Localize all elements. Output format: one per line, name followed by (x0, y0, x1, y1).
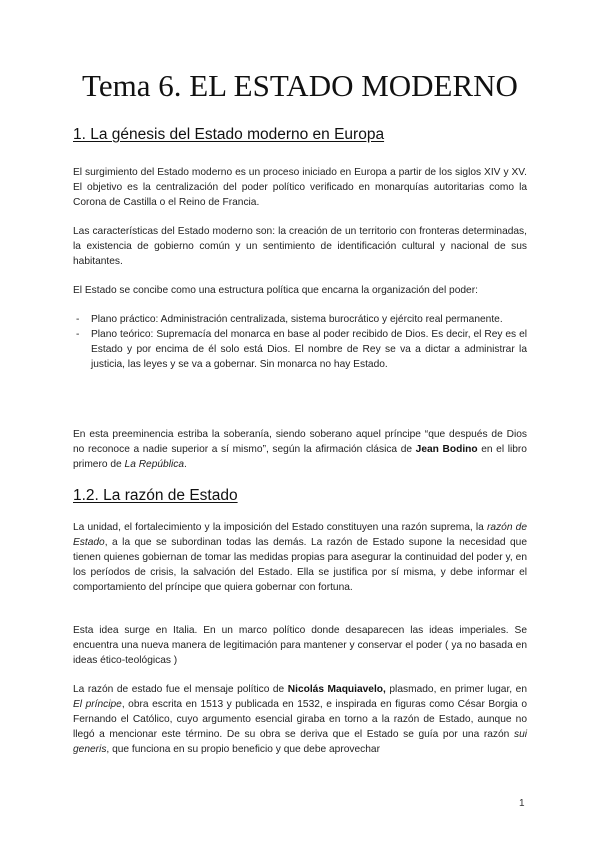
bullet-list-planos (73, 312, 527, 372)
author-name-bodino: Jean Bodino (415, 444, 478, 455)
paragraph-italia: Esta idea surge en Italia. En un marco político donde desaparecen las ideas imperiales. Se encuentra una nueva manera de legitimación para mantener y conservar el poder ( ya no basada en ideas ético-teológicas ) (73, 625, 527, 666)
bullet-text: Plano práctico: Administración centralizada, sistema burocrático y ejército real permanente. (91, 314, 503, 325)
text-run: En esta preeminencia estriba la soberanía, siendo soberano aquel príncipe “que después de Dios no reconoce a nadie superior a sí mismo”, según la afirmación clásica de (73, 429, 527, 455)
paragraph-surgimiento: El surgimiento del Estado moderno es un proceso iniciado en Europa a partir de los siglos XIV y XV. El objetivo es la centralización del poder político verificado en monarquías autoritarias como la Corona de Castilla o el Reino de Francia. (73, 167, 527, 208)
bullet-item-practico (73, 312, 527, 327)
text-run: , obra escrita en 1513 y publicada en 1532, e inspirada en figuras como César Borgia o Fernando el Católico, cuyo argumento esencial giraba en torno a la razón de Estado, aunque no llegó a mencionar este término. De su obra se deriva que el Estado se guía por una razón (73, 699, 527, 740)
paragraph-unidad (73, 520, 527, 595)
text-run: plasmado, en primer lugar, en (385, 684, 527, 695)
paragraph-caracteristicas: Las características del Estado moderno son: la creación de un territorio con fronteras determinadas, la existencia de gobierno común y un sentimiento de identificación cultural y nacional de sus habitantes. (73, 226, 527, 267)
book-title-principe: El príncipe (73, 699, 122, 710)
paragraph-estructura: El Estado se concibe como una estructura política que encarna la organización del poder: (73, 285, 478, 296)
paragraph-soberania (73, 427, 527, 472)
text-run: , a la que se subordinan todas las demás. La razón de Estado supone la necesidad que tienen quienes gobiernan de tomar las medidas propias para asegurar la continuidad del poder y, en los períodos de crisis, la salvación del Estado. Ella se justifica por sí misma, y debe informar el comportamiento del príncipe que quiera gobernar con fortuna. (73, 537, 527, 593)
term-razon-de-estado: razón de Estado (73, 522, 527, 548)
book-title-republica: La República (124, 459, 184, 470)
text-run: en el libro primero de (73, 444, 527, 470)
text-run: La unidad, el fortalecimiento y la imposición del Estado constituyen una razón suprema, la (73, 522, 488, 533)
page-number: 1 (519, 798, 525, 809)
bullet-marker: - (76, 329, 80, 340)
bullet-item-teorico (73, 327, 527, 372)
section-heading-razon: 1.2. La razón de Estado (73, 487, 238, 504)
paragraph-maquiavelo (73, 682, 527, 757)
text-run: , que funciona en su propio beneficio y que debe aprovechar (106, 744, 380, 755)
bullet-text: Plano teórico: Supremacía del monarca en base al poder recibido de Dios. Es decir, el Rey es el Estado y por encima de él solo está Dios. El nombre de Rey se va a dictar a administrar la justicia, las leyes y se va a gobernar. Sin monarca no hay Estado. (91, 329, 527, 370)
text-run: La razón de estado fue el mensaje político de (73, 684, 288, 695)
author-name-maquiavelo: Nicolás Maquiavelo, (287, 684, 386, 695)
term-sui-generis: sui generis (73, 729, 527, 755)
bullet-marker: - (76, 314, 80, 325)
section-heading-genesis: 1. La génesis del Estado moderno en Europa (73, 126, 385, 143)
page-title: Tema 6. EL ESTADO MODERNO (82, 68, 518, 103)
text-run: . (184, 459, 187, 470)
